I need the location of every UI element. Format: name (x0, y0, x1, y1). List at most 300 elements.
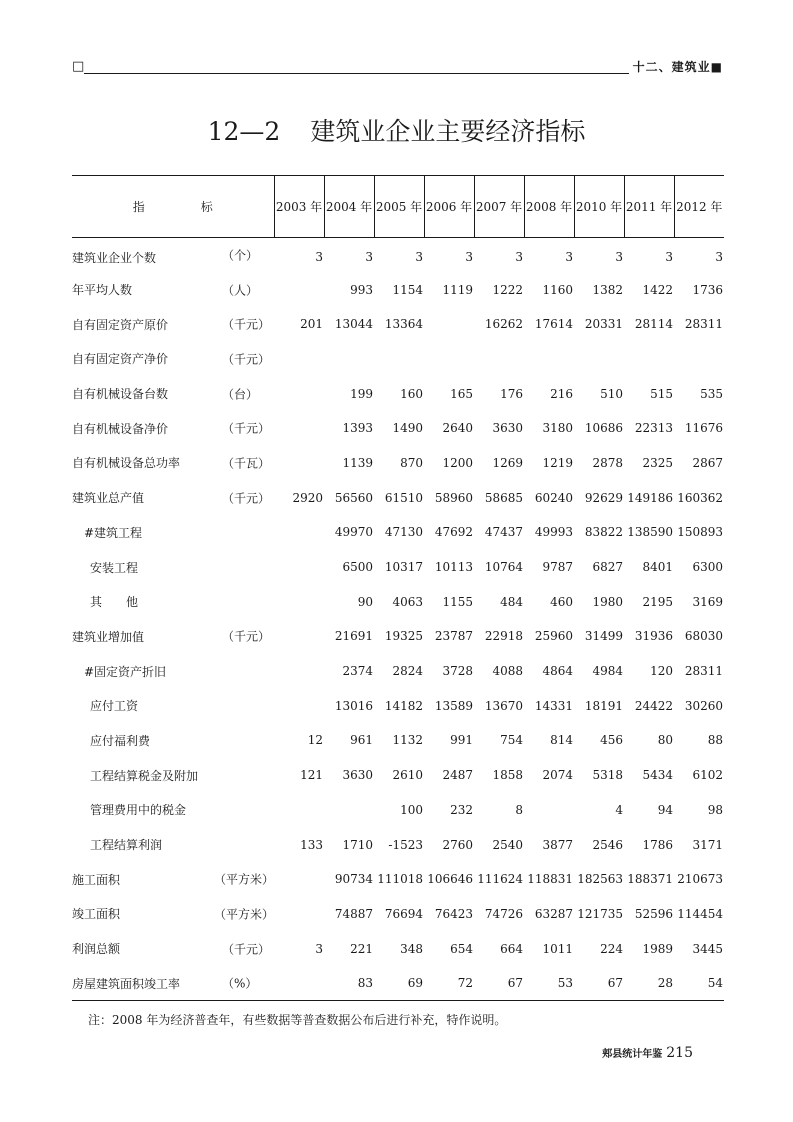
value-cell: 28 (624, 966, 674, 1001)
value-cell: 21691 (334, 629, 373, 644)
value-cell: 3 (715, 250, 723, 265)
value-cell: 6500 (342, 560, 373, 575)
value-cell: 814 (550, 733, 573, 748)
value-cell: 8401 (642, 560, 673, 575)
page-number: 215 (666, 1045, 693, 1061)
value-cell: 654 (450, 941, 473, 956)
value-cell: 10686 (584, 421, 623, 436)
value-cell: 1269 (492, 455, 523, 470)
table-row (72, 238, 724, 273)
value-cell: 2325 (642, 455, 673, 470)
value-cell: 74887 (334, 906, 373, 921)
value-cell: 20331 (584, 317, 623, 332)
indicator-table-container (72, 175, 723, 1001)
value-cell: 19325 (384, 629, 423, 644)
header-char-2: 标 (200, 200, 213, 214)
value-cell: 60240 (534, 490, 573, 505)
row-label-cell (72, 480, 274, 515)
footnote: 注：2008 年为经济普查年，有些数据等普查数据公布后进行补充，特作说明。 (88, 1013, 507, 1027)
year-header: 2007 年 (474, 176, 524, 238)
value-cell: 3 (315, 250, 323, 265)
value-cell: 182563 (577, 872, 623, 887)
value-cell: 22313 (634, 421, 673, 436)
year-header: 2003 年 (274, 176, 324, 238)
value-cell: 1710 (342, 837, 373, 852)
value-cell: 10317 (384, 560, 423, 575)
row-label-cell (72, 584, 274, 619)
row-label-cell (72, 966, 274, 1001)
value-cell: 11676 (684, 421, 723, 436)
value-cell: 1139 (342, 455, 373, 470)
value-cell: 150893 (677, 525, 723, 540)
row-label: 管理费用中的税金 (90, 803, 187, 818)
value-cell (424, 342, 474, 377)
value-cell: 2610 (392, 768, 423, 783)
value-cell (274, 897, 324, 932)
row-label: 年平均人数 (72, 283, 133, 298)
value-cell: 4063 (392, 594, 423, 609)
value-cell: 13016 (334, 698, 373, 713)
table-row (72, 654, 724, 689)
row-label-cell (72, 827, 274, 862)
row-label: 自有机械设备净价 (72, 421, 169, 436)
value-cell: 1382 (592, 282, 623, 297)
row-label: 自有机械设备总功率 (72, 456, 181, 471)
value-cell: 31936 (634, 629, 673, 644)
value-cell: 90734 (334, 872, 373, 887)
value-cell: 13364 (384, 317, 423, 332)
value-cell: 4088 (492, 664, 523, 679)
row-label: 建筑业企业个数 (72, 250, 157, 265)
value-cell: 1980 (592, 594, 623, 609)
value-cell: 94 (657, 802, 673, 817)
value-cell: 31499 (584, 629, 623, 644)
value-cell: 2878 (592, 455, 623, 470)
value-cell: 3 (465, 250, 473, 265)
value-cell: 16262 (484, 317, 523, 332)
value-cell: 2867 (692, 455, 723, 470)
value-cell: 1154 (392, 282, 423, 297)
table-row (72, 480, 724, 515)
row-label: 安装工程 (90, 560, 139, 575)
header-box-glyph: □ (72, 59, 85, 74)
value-cell: 754 (500, 733, 523, 748)
value-cell: 63287 (534, 906, 573, 921)
value-cell: 30260 (684, 698, 723, 713)
value-cell (624, 342, 674, 377)
value-cell (274, 966, 324, 1001)
value-cell: 870 (400, 455, 423, 470)
value-cell: 56560 (334, 490, 373, 505)
value-cell (274, 272, 324, 307)
row-label-cell (72, 550, 274, 585)
table-row (72, 688, 724, 723)
value-cell: 18191 (584, 698, 623, 713)
value-cell (474, 342, 524, 377)
value-cell: 76423 (434, 906, 473, 921)
row-label: 房屋建筑面积竣工率 (72, 976, 181, 991)
table-row (72, 342, 724, 377)
value-cell: 10113 (434, 560, 473, 575)
value-cell: 2640 (442, 421, 473, 436)
year-header: 2006 年 (424, 176, 474, 238)
value-cell: 201 (300, 317, 323, 332)
indicator-table (72, 175, 724, 1001)
table-row (72, 723, 724, 758)
value-cell: 47692 (434, 525, 473, 540)
table-row (72, 307, 724, 342)
value-cell: 1160 (542, 282, 573, 297)
value-cell (274, 411, 324, 446)
value-cell: 3171 (692, 837, 723, 852)
value-cell: 1422 (642, 282, 673, 297)
value-cell: 515 (650, 386, 673, 401)
value-cell: 1490 (392, 421, 423, 436)
value-cell: 14182 (384, 698, 423, 713)
row-label: 建筑业增加值 (72, 629, 145, 644)
value-cell: 3728 (442, 664, 473, 679)
row-label: 建筑业总产值 (72, 491, 145, 506)
year-header: 2008 年 (524, 176, 574, 238)
value-cell: 12 (307, 733, 323, 748)
value-cell: 3 (365, 250, 373, 265)
row-label: 工程结算利润 (90, 838, 163, 853)
value-cell (274, 654, 324, 689)
value-cell (274, 446, 324, 481)
row-label-cell (72, 411, 274, 446)
value-cell: 1222 (492, 282, 523, 297)
indicator-column-header (72, 176, 274, 238)
table-row (72, 376, 724, 411)
row-unit: （千元） (222, 942, 271, 957)
value-cell: 47437 (484, 525, 523, 540)
value-cell: 67 (474, 966, 524, 1001)
value-cell: 165 (450, 386, 473, 401)
yearbook-name: 郏县统计年鉴 (602, 1049, 663, 1060)
table-row (72, 827, 724, 862)
row-unit: （千瓦） (222, 456, 271, 471)
value-cell: 664 (500, 941, 523, 956)
value-cell: 47130 (384, 525, 423, 540)
value-cell (274, 862, 324, 897)
value-cell: 22918 (484, 629, 523, 644)
value-cell (274, 688, 324, 723)
value-cell: 121735 (577, 906, 623, 921)
value-cell: 9787 (542, 560, 573, 575)
row-label-cell (72, 654, 274, 689)
value-cell: 74726 (484, 906, 523, 921)
year-header: 2010 年 (574, 176, 624, 238)
value-cell: 3630 (342, 768, 373, 783)
value-cell: 3 (565, 250, 573, 265)
table-row (72, 931, 724, 966)
row-label-cell (72, 897, 274, 932)
row-label-cell (72, 342, 274, 377)
row-unit: （千元） (222, 491, 271, 506)
value-cell (274, 793, 324, 828)
row-unit: （平方米） (214, 872, 275, 887)
value-cell: 1132 (392, 733, 423, 748)
value-cell: 149186 (627, 490, 673, 505)
table-row (72, 897, 724, 932)
row-label: 其 他 (90, 595, 139, 610)
table-body (72, 238, 724, 1001)
row-label: 工程结算税金及附加 (90, 768, 199, 783)
value-cell: 2546 (592, 837, 623, 852)
value-cell: -1523 (388, 837, 423, 852)
value-cell: 133 (300, 837, 323, 852)
value-cell: 1989 (642, 941, 673, 956)
value-cell: 80 (657, 733, 673, 748)
value-cell: 24422 (634, 698, 673, 713)
value-cell: 83 (324, 966, 374, 1001)
value-cell: 76694 (384, 906, 423, 921)
value-cell: 1786 (642, 837, 673, 852)
value-cell: 52596 (634, 906, 673, 921)
value-cell: 3 (315, 941, 323, 956)
value-cell: 4 (615, 802, 623, 817)
header-rule (84, 73, 629, 74)
value-cell: 232 (450, 802, 473, 817)
row-label: 应付工资 (90, 699, 139, 714)
value-cell: 1393 (342, 421, 373, 436)
value-cell: 2487 (442, 768, 473, 783)
value-cell: 221 (350, 941, 373, 956)
value-cell: 14331 (534, 698, 573, 713)
value-cell: 3169 (692, 594, 723, 609)
value-cell: 121 (300, 768, 323, 783)
value-cell: 2195 (642, 594, 673, 609)
row-label-cell (72, 307, 274, 342)
table-row (72, 550, 724, 585)
value-cell: 106646 (427, 872, 473, 887)
row-label-cell (72, 619, 274, 654)
value-cell (524, 342, 574, 377)
table-row (72, 515, 724, 550)
value-cell: 98 (707, 802, 723, 817)
value-cell: 114454 (677, 906, 723, 921)
value-cell (324, 342, 374, 377)
value-cell: 993 (350, 282, 373, 297)
value-cell (674, 342, 724, 377)
row-label-cell (72, 272, 274, 307)
value-cell: 1011 (542, 941, 573, 956)
value-cell: 1119 (442, 282, 473, 297)
value-cell: 2920 (292, 490, 323, 505)
value-cell: 160362 (677, 490, 723, 505)
value-cell: 1736 (692, 282, 723, 297)
value-cell: 69 (374, 966, 424, 1001)
row-label: #建筑工程 (84, 525, 143, 540)
value-cell (274, 515, 324, 550)
value-cell: 49993 (534, 525, 573, 540)
value-cell: 83822 (584, 525, 623, 540)
row-label-cell (72, 238, 274, 273)
table-number: 12—2 (207, 117, 281, 146)
value-cell (574, 342, 624, 377)
value-cell: 58685 (484, 490, 523, 505)
row-label-cell (72, 376, 274, 411)
page-footer (602, 1044, 693, 1064)
value-cell: 2540 (492, 837, 523, 852)
value-cell: 460 (550, 594, 573, 609)
value-cell: 456 (600, 733, 623, 748)
value-cell: 4864 (542, 664, 573, 679)
value-cell: 23787 (434, 629, 473, 644)
table-row (72, 758, 724, 793)
value-cell: 120 (650, 664, 673, 679)
year-header: 2005 年 (374, 176, 424, 238)
value-cell (424, 307, 474, 342)
value-cell (374, 342, 424, 377)
table-header-row (72, 176, 724, 238)
value-cell: 961 (350, 733, 373, 748)
row-label: 竣工面积 (72, 907, 121, 922)
value-cell: 68030 (684, 629, 723, 644)
table-row (72, 793, 724, 828)
value-cell: 3877 (542, 837, 573, 852)
value-cell: 54 (674, 966, 724, 1001)
value-cell: 484 (500, 594, 523, 609)
value-cell: 28311 (684, 664, 723, 679)
value-cell: 2374 (342, 664, 373, 679)
row-label-cell (72, 723, 274, 758)
value-cell: 6300 (692, 560, 723, 575)
row-label-cell (72, 515, 274, 550)
value-cell: 224 (600, 941, 623, 956)
value-cell: 5318 (592, 768, 623, 783)
value-cell: 17614 (534, 317, 573, 332)
table-row (72, 411, 724, 446)
table-title (0, 116, 793, 148)
value-cell: 176 (500, 386, 523, 401)
value-cell: 3 (615, 250, 623, 265)
value-cell: 348 (400, 941, 423, 956)
value-cell: 8 (515, 802, 523, 817)
value-cell (274, 550, 324, 585)
value-cell: 3 (415, 250, 423, 265)
row-unit: （人） (222, 283, 259, 298)
value-cell: 61510 (384, 490, 423, 505)
value-cell: 118831 (527, 872, 573, 887)
value-cell: 2824 (392, 664, 423, 679)
row-label-cell (72, 931, 274, 966)
value-cell: 188371 (627, 872, 673, 887)
value-cell: 199 (350, 386, 373, 401)
table-title-text: 建筑业企业主要经济指标 (310, 117, 586, 146)
value-cell (274, 619, 324, 654)
value-cell (274, 342, 324, 377)
value-cell: 3180 (542, 421, 573, 436)
row-unit: （平方米） (214, 907, 275, 922)
value-cell: 28114 (634, 317, 673, 332)
value-cell: 5434 (642, 768, 673, 783)
table-row (72, 272, 724, 307)
value-cell: 3 (665, 250, 673, 265)
year-header: 2011 年 (624, 176, 674, 238)
row-label: 自有固定资产净价 (72, 352, 169, 367)
value-cell: 53 (524, 966, 574, 1001)
row-unit: （%） (222, 976, 258, 991)
value-cell: 88 (707, 733, 723, 748)
value-cell: 160 (400, 386, 423, 401)
table-row (72, 584, 724, 619)
row-unit: （千元） (222, 317, 271, 332)
row-unit: （千元） (222, 629, 271, 644)
value-cell: 138590 (627, 525, 673, 540)
value-cell (524, 793, 574, 828)
value-cell: 100 (400, 802, 423, 817)
value-cell: 6102 (692, 768, 723, 783)
value-cell: 216 (550, 386, 573, 401)
row-label-cell (72, 793, 274, 828)
row-label: 自有固定资产原价 (72, 317, 169, 332)
value-cell: 3 (515, 250, 523, 265)
value-cell: 25960 (534, 629, 573, 644)
value-cell: 10764 (484, 560, 523, 575)
value-cell: 991 (450, 733, 473, 748)
row-unit: （台） (222, 387, 259, 402)
value-cell: 4984 (592, 664, 623, 679)
value-cell: 1219 (542, 455, 573, 470)
value-cell: 210673 (677, 872, 723, 887)
value-cell: 2074 (542, 768, 573, 783)
year-header: 2012 年 (674, 176, 724, 238)
value-cell (274, 584, 324, 619)
running-header (72, 58, 723, 78)
value-cell: 6827 (592, 560, 623, 575)
value-cell: 28311 (684, 317, 723, 332)
header-section-title: 十二、建筑业■ (632, 60, 723, 74)
value-cell (274, 376, 324, 411)
year-header: 2004 年 (324, 176, 374, 238)
value-cell: 90 (357, 594, 373, 609)
row-label-cell (72, 862, 274, 897)
row-unit: （千元） (222, 352, 271, 367)
value-cell: 67 (574, 966, 624, 1001)
row-label: 施工面积 (72, 872, 121, 887)
value-cell: 535 (700, 386, 723, 401)
value-cell: 1200 (442, 455, 473, 470)
value-cell: 3630 (492, 421, 523, 436)
table-row (72, 966, 724, 1001)
row-label-cell (72, 446, 274, 481)
value-cell: 1858 (492, 768, 523, 783)
row-label: 应付福利费 (90, 733, 151, 748)
value-cell: 58960 (434, 490, 473, 505)
value-cell (324, 793, 374, 828)
value-cell: 72 (424, 966, 474, 1001)
table-row (72, 862, 724, 897)
value-cell: 3445 (692, 941, 723, 956)
row-label: #固定资产折旧 (84, 664, 167, 679)
table-row (72, 619, 724, 654)
value-cell: 510 (600, 386, 623, 401)
row-label-cell (72, 688, 274, 723)
row-label: 利润总额 (72, 942, 121, 957)
table-row (72, 446, 724, 481)
value-cell: 111018 (377, 872, 423, 887)
header-char-1: 指 (132, 200, 145, 214)
value-cell: 2760 (442, 837, 473, 852)
row-label-cell (72, 758, 274, 793)
row-unit: （个） (222, 248, 259, 263)
value-cell: 111624 (477, 872, 523, 887)
row-label: 自有机械设备台数 (72, 387, 169, 402)
value-cell: 13670 (484, 698, 523, 713)
value-cell: 13589 (434, 698, 473, 713)
value-cell: 13044 (334, 317, 373, 332)
